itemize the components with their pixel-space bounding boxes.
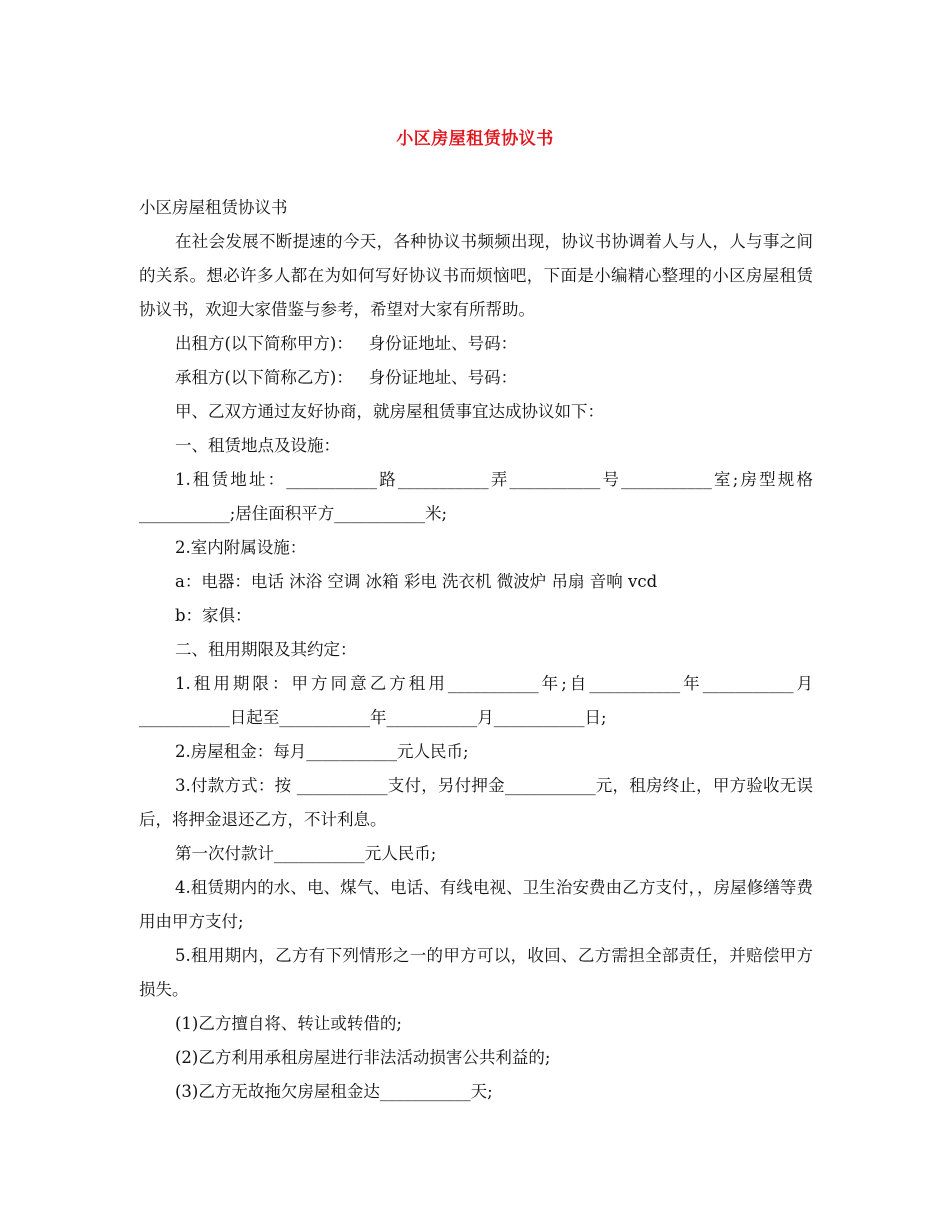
document-title: 小区房屋租赁协议书 <box>396 129 554 149</box>
paragraph: 2.室内附属设施： <box>175 538 307 557</box>
paragraph: (2)乙方利用承租房屋进行非法活动损害公共利益的; <box>175 1048 551 1067</box>
paragraph: 一、租赁地点及设施： <box>175 436 340 455</box>
paragraph: 1.租赁地址：___________路___________弄___________号___________室;房型规格___________;居住面积平方___________米; <box>139 470 813 523</box>
paragraph: 承租方(以下简称乙方)： 身份证地址、号码： <box>175 368 518 387</box>
paragraph: 2.房屋租金：每月___________元人民币; <box>175 742 469 761</box>
document-body <box>139 191 813 1109</box>
paragraph: 1.租用期限：甲方同意乙方租用___________年;自___________年___________月___________日起至___________年___________月___________日; <box>139 674 813 727</box>
paragraph: 3.付款方式：按 ___________支付，另付押金___________元，租房终止，甲方验收无误后，将押金退还乙方，不计利息。 <box>139 776 813 829</box>
paragraph: b：家俱： <box>175 606 252 625</box>
paragraph: a：电器：电话 沐浴 空调 冰箱 彩电 洗衣机 微波炉 吊扇 音响 vcd <box>175 572 658 591</box>
paragraph: (3)乙方无故拖欠房屋租金达___________天; <box>175 1082 493 1101</box>
paragraph: 在社会发展不断提速的今天，各种协议书频频出现，协议书协调着人与人，人与事之间的关系。想必许多人都在为如何写好协议书而烦恼吧，下面是小编精心整理的小区房屋租赁协议书，欢迎大家借鉴与参考，希望对大家有所帮助。 <box>139 232 813 319</box>
paragraph: 第一次付款计___________元人民币; <box>175 844 437 863</box>
paragraph: 二、租用期限及其约定： <box>175 640 357 659</box>
paragraph: 4.租赁期内的水、电、煤气、电话、有线电视、卫生治安费由乙方支付，，房屋修缮等费用由甲方支付; <box>139 878 813 931</box>
paragraph: 小区房屋租赁协议书 <box>139 198 288 217</box>
paragraph: (1)乙方擅自将、转让或转借的; <box>175 1014 402 1033</box>
paragraph: 出租方(以下简称甲方)： 身份证地址、号码： <box>175 334 518 353</box>
paragraph: 甲、乙双方通过友好协商，就房屋租赁事宜达成协议如下： <box>175 402 604 421</box>
paragraph: 5.租用期内，乙方有下列情形之一的甲方可以，收回、乙方需担全部责任，并赔偿甲方损失。 <box>139 946 813 999</box>
